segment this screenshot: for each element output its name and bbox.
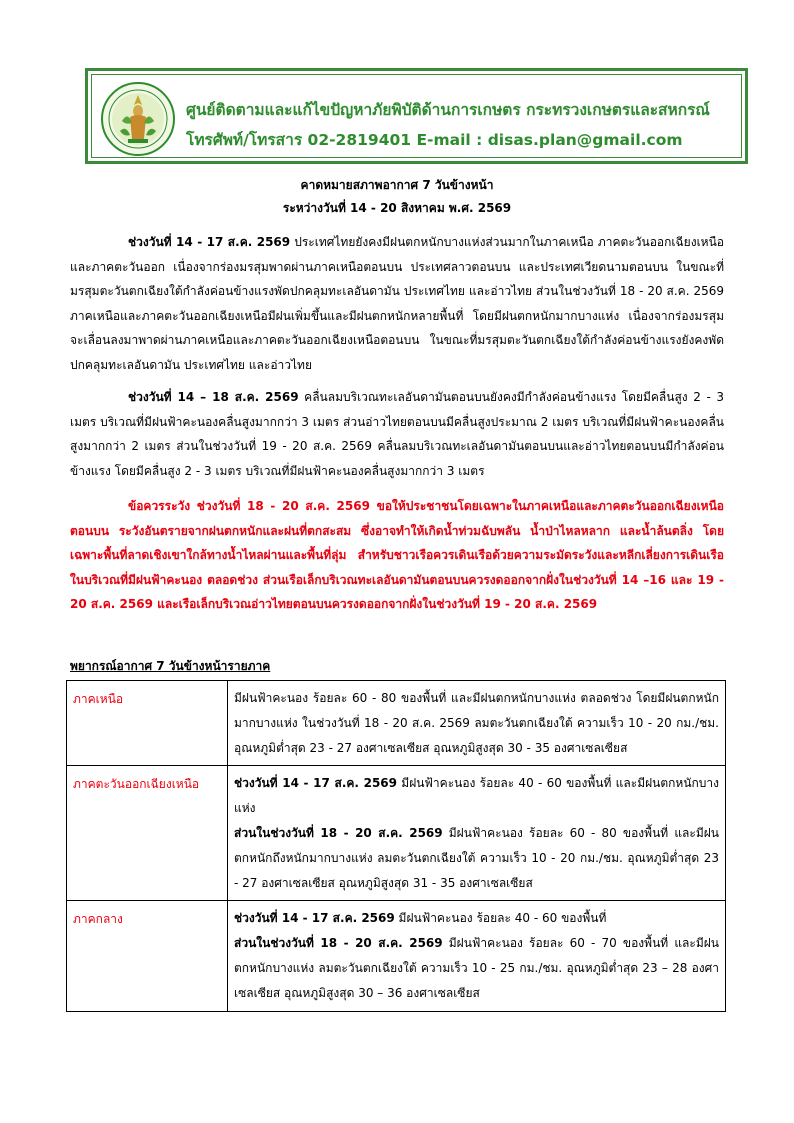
region-forecast	[228, 766, 726, 901]
period-lead: ช่วงวันที่ 14 - 17 ส.ค. 2569	[234, 776, 398, 791]
paragraph-text: ประเทศไทยยังคงมีฝนตกหนักบางแห่งส่วนมากในภาคเหนือ ภาคตะวันออกเฉียงเหนือ และภาคตะวันออก เนื่องจากร่องมรสุมพาดผ่านภาคเหนือตอนบน ประเทศลาวตอนบน และประเทศเวียดนามตอนบน ในขณะที่มรสุมตะวันตกเฉียงใต้กำลังค่อนข้างแรงพัดปกคลุมทะเลอันดามัน ประเทศไทย และอ่าวไทย ส่วนในช่วงวันที่ 18 - 20 ส.ค. 2569 ภาคเหนือและภาคตะวันออกเฉียงเหนือมีฝนเพิ่มขึ้นและมีฝนตกหนักหลายพื้นที่ โดยมีฝนตกหนักมากบางแห่ง เนื่องจากร่องมรสุมจะเลื่อนลงมาพาดผ่านภาคเหนือและภาคตะวันออกเฉียงเหนือตอนบน ในขณะที่มรสุมตะวันตกเฉียงใต้กำลังค่อนข้างแรงยังคงพัดปกคลุมทะเลอันดามัน ประเทศไทย และอ่าวไทย	[70, 235, 724, 372]
header-box	[85, 68, 748, 164]
wave-paragraph	[70, 385, 724, 483]
contact-info: โทรศัพท์/โทรสาร 02-2819401 E-mail : disas.plan@gmail.com	[186, 131, 683, 149]
regional-forecast-heading: พยากรณ์อากาศ 7 วันข้างหน้ารายภาค	[70, 659, 271, 673]
org-name: ศูนย์ติดตามและแก้ไขปัญหาภัยพิบัติด้านการเกษตร กระทรวงเกษตรและสหกรณ์	[186, 101, 710, 119]
weather-paragraph	[70, 230, 724, 378]
table-row	[67, 681, 726, 766]
paragraph-text: คลื่นลมบริเวณทะเลอันดามันตอนบนยังคงมีกำลังค่อนข้างแรง โดยมีคลื่นสูง 2 - 3 เมตร บริเวณที่มีฝนฟ้าคะนองคลื่นสูงมากกว่า 3 เมตร ส่วนอ่าวไทยตอนบนมีคลื่นสูงประมาณ 2 เมตร บริเวณที่มีฝนฟ้าคะนองคลื่นสูงมากกว่า 2 เมตร ส่วนในช่วงวันที่ 19 - 20 ส.ค. 2569 คลื่นลมบริเวณทะเลอันดามันตอนบนและอ่าวไทยตอนบนมีกำลังค่อนข้างแรง โดยมีคลื่นสูง 2 - 3 เมตร บริเวณที่มีฝนฟ้าคะนองคลื่นสูงมากกว่า 3 เมตร	[70, 390, 725, 478]
table-row	[67, 766, 726, 901]
forecast-text: มีฝนฟ้าคะนอง ร้อยละ 40 - 60 ของพื้นที่ และมีฝนตกหนักบางแห่ง	[234, 776, 720, 816]
period-lead: ส่วนในช่วงวันที่ 18 - 20 ส.ค. 2569	[234, 825, 443, 840]
regional-forecast-table	[66, 680, 726, 1012]
period-lead: ช่วงวันที่ 14 – 18 ส.ค. 2569	[128, 390, 299, 404]
period-lead: ช่วงวันที่ 14 - 17 ส.ค. 2569	[128, 235, 291, 249]
region-forecast	[228, 901, 726, 1011]
period-lead: ช่วงวันที่ 14 - 17 ส.ค. 2569	[234, 911, 395, 926]
forecast-text: มีฝนฟ้าคะนอง ร้อยละ 60 - 80 ของพื้นที่ และมีฝนตกหนักถึงหนักมากบางแห่ง ลมตะวันตกเฉียงใต้ ความเร็ว 10 - 20 กม./ชม. อุณหภูมิต่ำสุด 23 - 27 องศาเซลเซียส อุณหภูมิสูงสุด 31 - 35 องศาเซลเซียส	[234, 825, 719, 890]
department-seal-icon	[100, 81, 176, 157]
table-row	[67, 901, 726, 1011]
period-lead: ส่วนในช่วงวันที่ 18 - 20 ส.ค. 2569	[234, 936, 443, 951]
region-name: ภาคตะวันออกเฉียงเหนือ	[67, 766, 228, 901]
region-name: ภาคกลาง	[67, 901, 228, 1011]
warning-paragraph: ข้อควรระวัง ช่วงวันที่ 18 - 20 ส.ค. 2569 ขอให้ประชาชนโดยเฉพาะในภาคเหนือและภาคตะวันออกเฉียงเหนือตอนบน ระวังอันตรายจากฝนตกหนักและฝนที่ตกสะสม ซึ่งอาจทำให้เกิดน้ำท่วมฉับพลัน น้ำป่าไหลหลาก และน้ำล้นตลิ่ง โดยเฉพาะพื้นที่ลาดเชิงเขาใกล้ทางน้ำไหลผ่านและพื้นที่ลุ่ม สำหรับชาวเรือควรเดินเรือด้วยความระมัดระวังและหลีกเลี่ยงการเดินเรือในบริเวณที่มีฝนฟ้าคะนอง ตลอดช่วง ส่วนเรือเล็กบริเวณทะเลอันดามันตอนบนควรงดออกจากฝั่งในช่วงวันที่ 14 –16 และ 19 - 20 ส.ค. 2569 และเรือเล็กบริเวณอ่าวไทยตอนบนควรงดออกจากฝั่งในช่วงวันที่ 19 - 20 ส.ค. 2569	[70, 499, 724, 612]
forecast-date-range: ระหว่างวันที่ 14 - 20 สิงหาคม พ.ศ. 2569	[282, 201, 512, 215]
region-forecast: มีฝนฟ้าคะนอง ร้อยละ 60 - 80 ของพื้นที่ และมีฝนตกหนักบางแห่ง ตลอดช่วง โดยมีฝนตกหนักมากบางแห่ง ในช่วงวันที่ 18 - 20 ส.ค. 2569 ลมตะวันตกเฉียงใต้ ความเร็ว 10 - 20 กม./ชม. อุณหภูมิต่ำสุด 23 - 27 องศาเซลเซียส อุณหภูมิสูงสุด 30 - 35 องศาเซลเซียส	[228, 681, 726, 766]
region-name: ภาคเหนือ	[67, 681, 228, 766]
forecast-text: มีฝนฟ้าคะนอง ร้อยละ 40 - 60 ของพื้นที่	[394, 911, 607, 926]
forecast-text: มีฝนฟ้าคะนอง ร้อยละ 60 - 70 ของพื้นที่ และมีฝนตกหนักบางแห่ง ลมตะวันตกเฉียงใต้ ความเร็ว 10 - 25 กม./ชม. อุณหภูมิต่ำสุด 23 – 28 องศาเซลเซียส อุณหภูมิสูงสุด 30 – 36 องศาเซลเซียส	[234, 936, 719, 1000]
header-inner-border	[91, 74, 742, 158]
forecast-title: คาดหมายสภาพอากาศ 7 วันข้างหน้า	[300, 178, 494, 192]
